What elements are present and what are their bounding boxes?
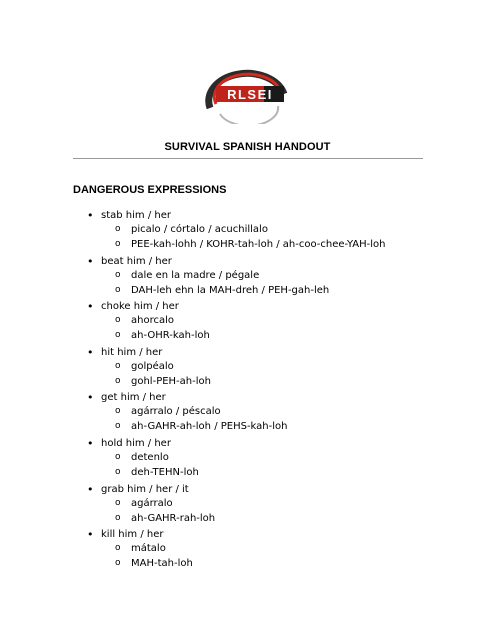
bullet-marker: • [87,528,94,542]
sub-bullet-marker: o [115,543,121,554]
pronunciation-text: deh-TEHN-loh [131,466,199,478]
sub-bullet-marker: o [115,330,121,341]
spanish-phrase: ahorcalo [131,315,174,327]
sub-bullet-marker: o [115,315,121,326]
expression-item [0,482,495,528]
pronunciation-text: MAH-tah-loh [131,558,193,570]
spanish-phrase: agárralo / péscalo [131,406,221,418]
pronunciation-text: ah-OHR-kah-loh [131,330,210,342]
sub-bullet-marker: o [115,284,121,295]
pronunciation-text: PEE-kah-lohh / KOHR-tah-loh / ah-coo-chee-YAH-loh [131,239,386,250]
sub-bullet-marker: o [115,512,121,523]
rlsei-logo [200,64,295,124]
expression-list [0,208,495,573]
sub-bullet-marker: o [115,497,121,508]
expression-item [0,254,495,300]
english-phrase: choke him / her [101,301,179,313]
expression-item [0,527,495,573]
sub-bullet-marker: o [115,406,121,417]
spanish-phrase: dale en la madre / pégale [131,269,260,281]
bullet-marker: • [87,391,94,405]
pronunciation-text: ah-GAHR-ah-loh / PEHS-kah-loh [131,421,288,433]
spanish-phrase: detenlo [131,451,169,463]
expression-item [0,345,495,391]
sub-bullet-marker: o [115,269,121,280]
english-phrase: stab him / her [101,210,171,221]
bullet-marker: • [87,345,94,359]
rlsei-logo-graphic [200,64,295,124]
pronunciation-text: DAH-leh ehn la MAH-dreh / PEH-gah-leh [131,284,330,296]
bullet-marker: • [87,482,94,496]
bullet-marker: • [87,300,94,314]
english-phrase: hit him / her [101,346,163,358]
sub-bullet-marker: o [115,239,121,249]
sub-bullet-marker: o [115,375,121,386]
english-phrase: get him / her [101,392,166,404]
sub-bullet-marker: o [115,466,121,477]
english-phrase: beat him / her [101,255,172,267]
bullet-marker: • [87,209,94,222]
sub-bullet-marker: o [115,558,121,569]
section-heading: DANGEROUS EXPRESSIONS [73,184,227,196]
bullet-marker: • [87,254,94,268]
english-phrase: kill him / her [101,529,164,541]
sub-bullet-marker: o [115,224,121,234]
sub-bullet-marker: o [115,421,121,432]
pronunciation-text: gohl-PEH-ah-loh [131,375,211,387]
expression-item [0,299,495,345]
spanish-phrase: picalo / córtalo / acuchillalo [131,224,268,235]
sub-bullet-marker: o [115,360,121,371]
pronunciation-text: ah-GAHR-rah-loh [131,512,216,524]
title-divider [73,158,423,159]
spanish-phrase: mátalo [131,543,166,555]
english-phrase: hold him / her [101,437,171,449]
sub-bullet-marker: o [115,451,121,462]
expression-item [0,208,495,254]
bullet-marker: • [87,436,94,450]
logo-text: RLSEI [227,87,273,102]
english-phrase: grab him / her / it [101,483,189,495]
spanish-phrase: golpéalo [131,360,174,372]
page-title: SURVIVAL SPANISH HANDOUT [164,141,331,153]
expression-item [0,436,495,482]
expression-item [0,390,495,436]
logo-ring-grey [220,106,278,124]
spanish-phrase: agárralo [131,497,173,509]
